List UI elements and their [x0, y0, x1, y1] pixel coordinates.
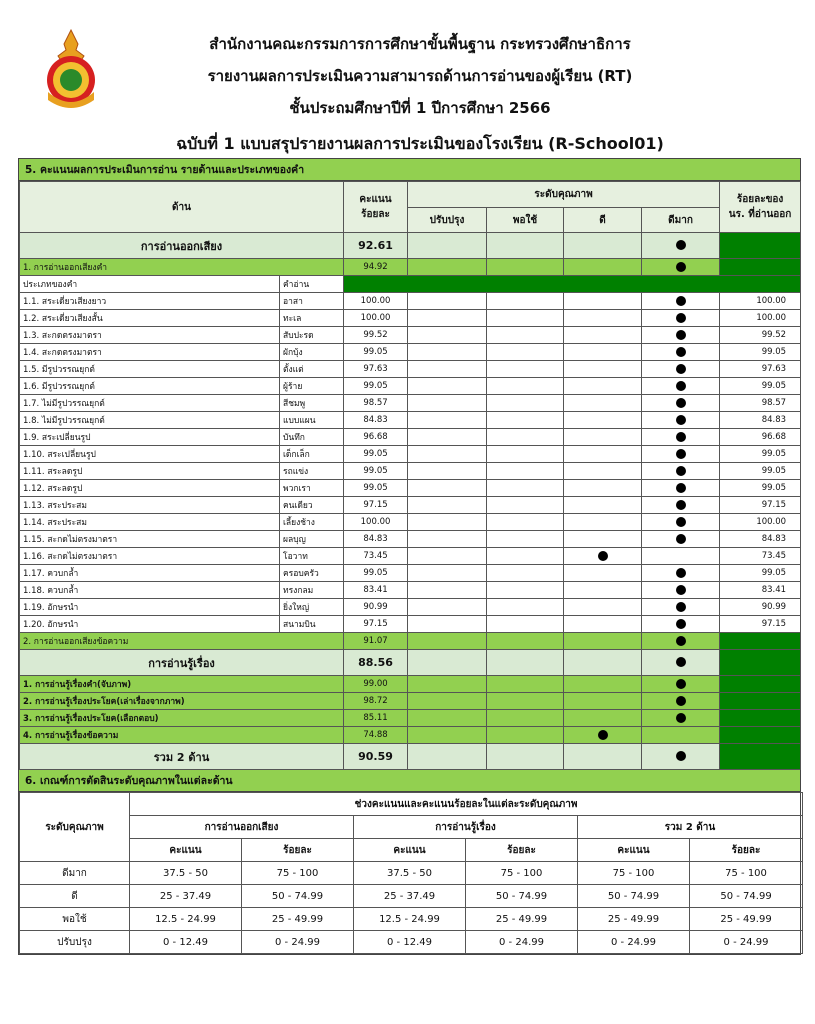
level-dot-icon	[676, 466, 686, 476]
level-dot-icon	[676, 262, 686, 272]
level-dot-icon	[676, 364, 686, 374]
word-type: 1.11. สระลดรูป	[20, 463, 280, 480]
word-type: 1.7. ไม่มีรูปวรรณยุกต์	[20, 395, 280, 412]
criteria-range: 75 - 100	[690, 862, 803, 885]
level-dot-icon	[676, 713, 686, 723]
word-label: คำอ่าน	[280, 276, 344, 293]
header-line-2: รายงานผลการประเมินความสามารถด้านการอ่านของผู้เรียน (RT)	[207, 67, 633, 85]
word-row	[20, 395, 801, 412]
comprehension-sub-label: 3. การอ่านรู้เรื่องประโยค(เลือกตอบ)	[20, 710, 344, 727]
level-dot-icon	[676, 657, 686, 667]
word-text: ทรงกลม	[280, 582, 344, 599]
sub-header: ร้อยละ	[242, 839, 354, 862]
word-score: 96.68	[344, 429, 408, 446]
word-pct: 99.05	[720, 463, 801, 480]
criteria-range: 0 - 24.99	[466, 931, 578, 954]
word-row	[20, 361, 801, 378]
sub-header: คะแนน	[578, 839, 690, 862]
comprehension-sub-row	[20, 676, 801, 693]
word-score: 84.83	[344, 531, 408, 548]
word-pct: 98.57	[720, 395, 801, 412]
word-text: ทะเล	[280, 310, 344, 327]
criteria-level: พอใช้	[20, 908, 130, 931]
word-text: ยิ่งใหญ่	[280, 599, 344, 616]
level-dot-icon	[676, 296, 686, 306]
word-row	[20, 293, 801, 310]
col-level: ระดับคุณภาพ	[20, 793, 130, 862]
word-type: 1.4. สะกดตรงมาตรา	[20, 344, 280, 361]
word-row	[20, 446, 801, 463]
level-dot-icon	[676, 432, 686, 442]
word-type: 1.2. สระเดี่ยวเสียงสั้น	[20, 310, 280, 327]
header-line-1: สำนักงานคณะกรรมการการศึกษาขั้นพื้นฐาน กระทรวงศึกษาธิการ	[209, 35, 631, 53]
col-range: ช่วงคะแนนและคะแนนร้อยละในแต่ละระดับคุณภาพ	[130, 793, 803, 816]
word-text: ผักบุ้ง	[280, 344, 344, 361]
word-row	[20, 344, 801, 361]
group-header: รวม 2 ด้าน	[578, 816, 803, 839]
header-line-3: ชั้นประถมศึกษาปีที่ 1 ปีการศึกษา 2566	[289, 99, 551, 117]
comprehension-sub-row	[20, 693, 801, 710]
comprehension-score: 88.56	[344, 650, 408, 676]
word-pct: 99.52	[720, 327, 801, 344]
criteria-row	[20, 908, 803, 931]
total-label: รวม 2 ด้าน	[20, 744, 344, 770]
word-text: โอวาท	[280, 548, 344, 565]
word-type: 1.20. อักษรนำ	[20, 616, 280, 633]
word-text: พวกเรา	[280, 480, 344, 497]
criteria-range: 50 - 74.99	[690, 885, 803, 908]
word-type: 1.8. ไม่มีรูปวรรณยุกต์	[20, 412, 280, 429]
sub-header: ร้อยละ	[690, 839, 803, 862]
level-header: ดี	[564, 208, 642, 233]
word-row	[20, 565, 801, 582]
word-score: 97.15	[344, 497, 408, 514]
word-score: 100.00	[344, 293, 408, 310]
word-score: 90.99	[344, 599, 408, 616]
word-pct: 99.05	[720, 344, 801, 361]
criteria-range: 25 - 49.99	[690, 908, 803, 931]
reading-aloud-score: 92.61	[344, 233, 408, 259]
word-text: คนเดียว	[280, 497, 344, 514]
word-pct: 84.83	[720, 531, 801, 548]
word-text: ตั้งแต่	[280, 361, 344, 378]
word-pct: 97.15	[720, 497, 801, 514]
word-pct: 96.68	[720, 429, 801, 446]
word-text: สีชมพู	[280, 395, 344, 412]
word-row	[20, 480, 801, 497]
word-score: 100.00	[344, 310, 408, 327]
word-type: 1.15. สะกดไม่ตรงมาตรา	[20, 531, 280, 548]
word-row	[20, 582, 801, 599]
word-pct: 73.45	[720, 548, 801, 565]
criteria-range: 12.5 - 24.99	[130, 908, 242, 931]
criteria-range: 75 - 100	[242, 862, 354, 885]
level-dot-icon	[676, 517, 686, 527]
word-type-label: ประเภทของคำ	[20, 276, 280, 293]
word-score: 99.05	[344, 565, 408, 582]
word-text: รถแข่ง	[280, 463, 344, 480]
word-pct: 97.63	[720, 361, 801, 378]
criteria-range: 12.5 - 24.99	[354, 908, 466, 931]
comprehension-sub-label: 4. การอ่านรู้เรื่องข้อความ	[20, 727, 344, 744]
criteria-level: ดี	[20, 885, 130, 908]
col-aspect: ด้าน	[20, 182, 344, 233]
section-6-title: 6. เกณฑ์การตัดสินระดับคุณภาพในแต่ละด้าน	[19, 770, 800, 792]
word-reading-row	[20, 259, 801, 276]
word-row	[20, 616, 801, 633]
criteria-range: 25 - 37.49	[130, 885, 242, 908]
word-score: 100.00	[344, 514, 408, 531]
level-dot-icon	[676, 483, 686, 493]
word-row	[20, 497, 801, 514]
word-text: สนามบิน	[280, 616, 344, 633]
group-header: การอ่านออกเสียง	[130, 816, 354, 839]
criteria-range: 25 - 49.99	[466, 908, 578, 931]
criteria-range: 50 - 74.99	[466, 885, 578, 908]
comprehension-sub-score: 74.88	[344, 727, 408, 744]
criteria-range: 50 - 74.99	[242, 885, 354, 908]
criteria-table	[19, 792, 803, 954]
word-type: 1.14. สระประสม	[20, 514, 280, 531]
score-table	[19, 181, 801, 770]
word-text: สับปะรด	[280, 327, 344, 344]
level-dot-icon	[676, 449, 686, 459]
level-dot-icon	[676, 313, 686, 323]
word-score: 99.05	[344, 446, 408, 463]
level-dot-icon	[676, 636, 686, 646]
sentence-reading-row	[20, 633, 801, 650]
criteria-range: 0 - 12.49	[130, 931, 242, 954]
level-dot-icon	[676, 347, 686, 357]
word-reading-score: 94.92	[344, 259, 408, 276]
word-pct: 97.15	[720, 616, 801, 633]
level-dot-icon	[676, 500, 686, 510]
level-dot-icon	[676, 602, 686, 612]
word-row	[20, 599, 801, 616]
col-score: คะแนน ร้อยละ	[344, 182, 408, 233]
word-pct: 83.41	[720, 582, 801, 599]
word-type: 1.3. สะกดตรงมาตรา	[20, 327, 280, 344]
criteria-range: 75 - 100	[466, 862, 578, 885]
level-header: พอใช้	[487, 208, 564, 233]
word-type: 1.19. อักษรนำ	[20, 599, 280, 616]
reading-aloud-row	[20, 233, 801, 259]
comprehension-sub-label: 2. การอ่านรู้เรื่องประโยค(เล่าเรื่องจากภาพ)	[20, 693, 344, 710]
level-dot-icon	[676, 330, 686, 340]
word-text: บันทึก	[280, 429, 344, 446]
criteria-range: 0 - 24.99	[242, 931, 354, 954]
word-pct: 100.00	[720, 514, 801, 531]
criteria-level: ดีมาก	[20, 862, 130, 885]
comprehension-sub-label: 1. การอ่านรู้เรื่องคำ(จับภาพ)	[20, 676, 344, 693]
comprehension-row	[20, 650, 801, 676]
level-dot-icon	[676, 751, 686, 761]
word-pct: 99.05	[720, 378, 801, 395]
word-type: 1.5. มีรูปวรรณยุกต์	[20, 361, 280, 378]
report-sheet	[18, 158, 801, 955]
level-dot-icon	[676, 240, 686, 250]
comprehension-sub-score: 99.00	[344, 676, 408, 693]
word-score: 83.41	[344, 582, 408, 599]
word-row	[20, 310, 801, 327]
word-score: 97.15	[344, 616, 408, 633]
criteria-range: 50 - 74.99	[578, 885, 690, 908]
criteria-range: 0 - 24.99	[578, 931, 690, 954]
sentence-reading-label: 2. การอ่านออกเสียงข้อความ	[20, 633, 344, 650]
word-type: 1.9. สระเปลี่ยนรูป	[20, 429, 280, 446]
sub-header: คะแนน	[354, 839, 466, 862]
level-dot-icon	[676, 534, 686, 544]
total-row	[20, 744, 801, 770]
word-pct: 100.00	[720, 293, 801, 310]
criteria-range: 0 - 12.49	[354, 931, 466, 954]
word-row	[20, 327, 801, 344]
word-type-header-row	[20, 276, 801, 293]
level-dot-icon	[676, 381, 686, 391]
col-quality: ระดับคุณภาพ	[408, 182, 720, 208]
word-type: 1.1. สระเดี่ยวเสียงยาว	[20, 293, 280, 310]
word-row	[20, 429, 801, 446]
criteria-row	[20, 885, 803, 908]
level-header: ดีมาก	[642, 208, 720, 233]
comprehension-sub-row	[20, 727, 801, 744]
word-text: เลี้ยงช้าง	[280, 514, 344, 531]
word-pct: 84.83	[720, 412, 801, 429]
word-pct: 90.99	[720, 599, 801, 616]
word-row	[20, 378, 801, 395]
level-dot-icon	[676, 398, 686, 408]
word-type: 1.6. มีรูปวรรณยุกต์	[20, 378, 280, 395]
sub-header: ร้อยละ	[466, 839, 578, 862]
comprehension-sub-score: 85.11	[344, 710, 408, 727]
word-score: 99.05	[344, 480, 408, 497]
word-score: 73.45	[344, 548, 408, 565]
criteria-range: 37.5 - 50	[354, 862, 466, 885]
criteria-range: 0 - 24.99	[690, 931, 803, 954]
header-line-4: ฉบับที่ 1 แบบสรุปรายงานผลการประเมินของโรงเรียน (R-School01)	[176, 134, 664, 153]
criteria-range: 75 - 100	[578, 862, 690, 885]
total-score: 90.59	[344, 744, 408, 770]
word-score: 84.83	[344, 412, 408, 429]
word-text: ครอบครัว	[280, 565, 344, 582]
word-pct: 99.05	[720, 446, 801, 463]
word-type: 1.18. ควบกล้ำ	[20, 582, 280, 599]
word-type: 1.12. สระลดรูป	[20, 480, 280, 497]
reading-aloud-label: การอ่านออกเสียง	[20, 233, 344, 259]
word-type: 1.17. ควบกล้ำ	[20, 565, 280, 582]
criteria-range: 37.5 - 50	[130, 862, 242, 885]
word-text: แบบแผน	[280, 412, 344, 429]
word-score: 99.05	[344, 378, 408, 395]
sentence-reading-score: 91.07	[344, 633, 408, 650]
word-text: อาสา	[280, 293, 344, 310]
word-score: 99.05	[344, 463, 408, 480]
sub-header: คะแนน	[130, 839, 242, 862]
word-text: ผลบุญ	[280, 531, 344, 548]
criteria-range: 25 - 37.49	[354, 885, 466, 908]
level-dot-icon	[676, 415, 686, 425]
level-header: ปรับปรุง	[408, 208, 487, 233]
word-row	[20, 531, 801, 548]
word-row	[20, 514, 801, 531]
word-type: 1.10. สระเปลี่ยนรูป	[20, 446, 280, 463]
word-score: 99.52	[344, 327, 408, 344]
level-dot-icon	[676, 696, 686, 706]
comprehension-sub-row	[20, 710, 801, 727]
level-dot-icon	[676, 568, 686, 578]
report-header	[0, 0, 815, 158]
word-text: ผู้ร้าย	[280, 378, 344, 395]
word-score: 99.05	[344, 344, 408, 361]
criteria-range: 25 - 49.99	[242, 908, 354, 931]
level-dot-icon	[598, 551, 608, 561]
criteria-row	[20, 862, 803, 885]
word-type: 1.13. สระประสม	[20, 497, 280, 514]
level-dot-icon	[676, 679, 686, 689]
group-header: การอ่านรู้เรื่อง	[354, 816, 578, 839]
col-pct: ร้อยละของ นร. ที่อ่านออก	[720, 182, 801, 233]
comprehension-sub-score: 98.72	[344, 693, 408, 710]
word-score: 98.57	[344, 395, 408, 412]
word-text: เด็กเล็ก	[280, 446, 344, 463]
comprehension-label: การอ่านรู้เรื่อง	[20, 650, 344, 676]
criteria-row	[20, 931, 803, 954]
criteria-level: ปรับปรุง	[20, 931, 130, 954]
level-dot-icon	[676, 585, 686, 595]
word-type: 1.16. สะกดไม่ตรงมาตรา	[20, 548, 280, 565]
word-row	[20, 463, 801, 480]
level-dot-icon	[676, 619, 686, 629]
level-dot-icon	[598, 730, 608, 740]
word-pct: 99.05	[720, 480, 801, 497]
word-pct: 100.00	[720, 310, 801, 327]
section-5-title: 5. คะแนนผลการประเมินการอ่าน รายด้านและประเภทของคำ	[19, 159, 800, 181]
word-row	[20, 548, 801, 565]
word-score: 97.63	[344, 361, 408, 378]
word-reading-label: 1. การอ่านออกเสียงคำ	[20, 259, 344, 276]
obec-emblem-icon	[36, 28, 106, 110]
word-pct: 99.05	[720, 565, 801, 582]
criteria-range: 25 - 49.99	[578, 908, 690, 931]
word-row	[20, 412, 801, 429]
